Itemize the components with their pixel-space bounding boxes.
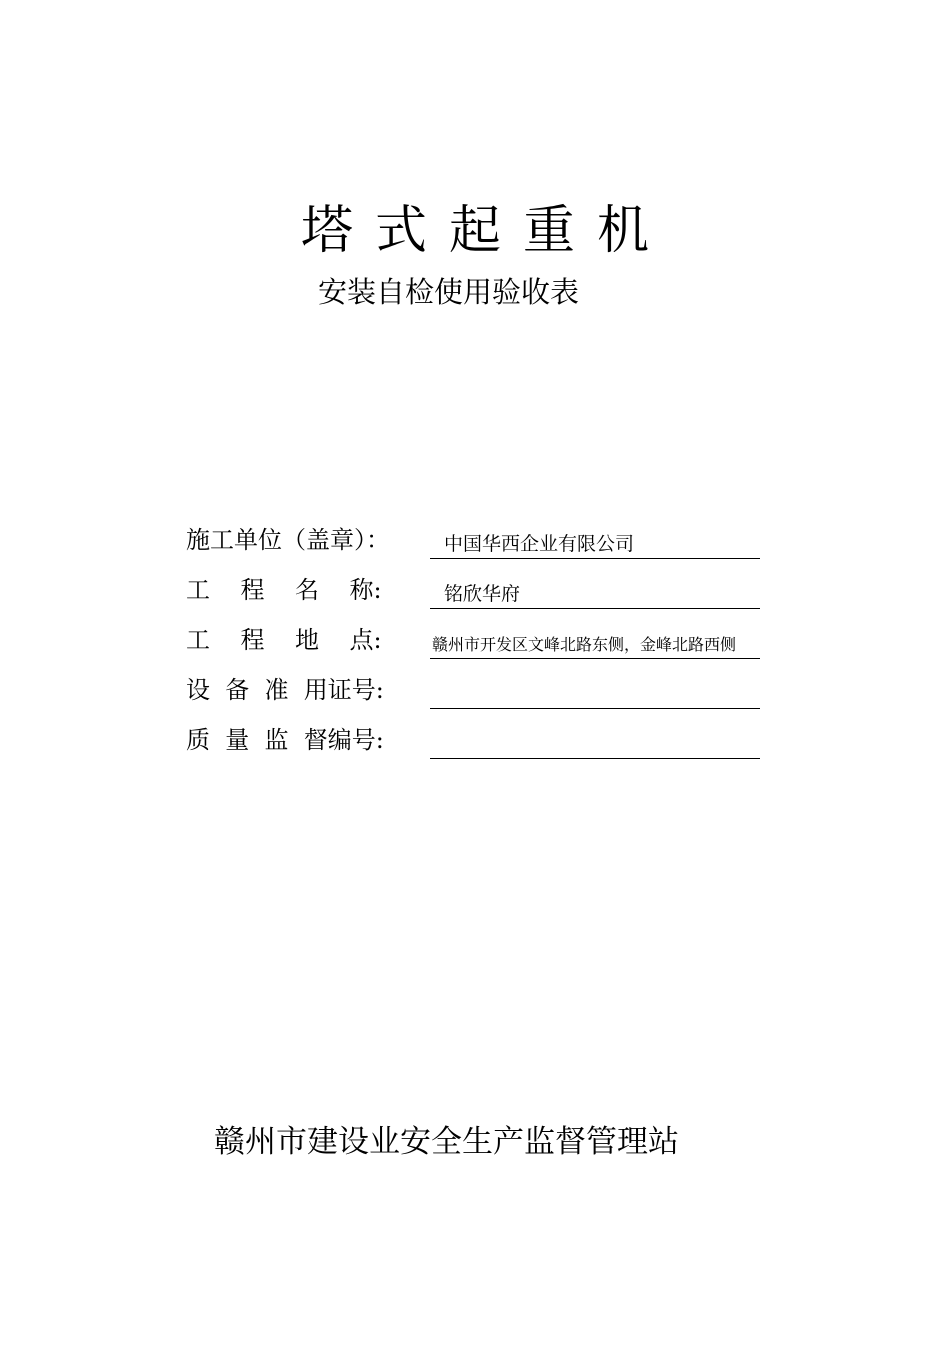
field-label: 工 程 地 点: [186,626,382,654]
document-title: 塔式起重机 [300,201,671,261]
document-subtitle: 安装自检使用验收表 [318,275,580,309]
field-project-location [186,620,786,660]
field-value-line [430,628,760,659]
field-label: 工 程 名 称: [186,576,382,604]
field-equipment-permit-number [186,670,786,710]
field-value: 赣州市开发区文峰北路东侧，金峰北路西侧 [432,635,737,654]
field-project-name [186,570,786,610]
field-value-line [430,578,760,609]
field-value: 铭欣华府 [444,583,521,605]
field-construction-unit [186,520,786,560]
field-quality-supervision-number [186,720,786,760]
issuing-authority: 赣州市建设业安全生产监督管理站 [214,1124,679,1160]
field-label: 施工单位（盖章）： [186,526,390,554]
field-value: 中国华西企业有限公司 [444,533,635,555]
field-label: 设 备 准 用证号: [186,676,384,704]
field-value-line [430,728,760,759]
field-value-line [430,528,760,559]
field-value-line [430,678,760,709]
field-label: 质 量 监 督编号: [186,726,384,754]
